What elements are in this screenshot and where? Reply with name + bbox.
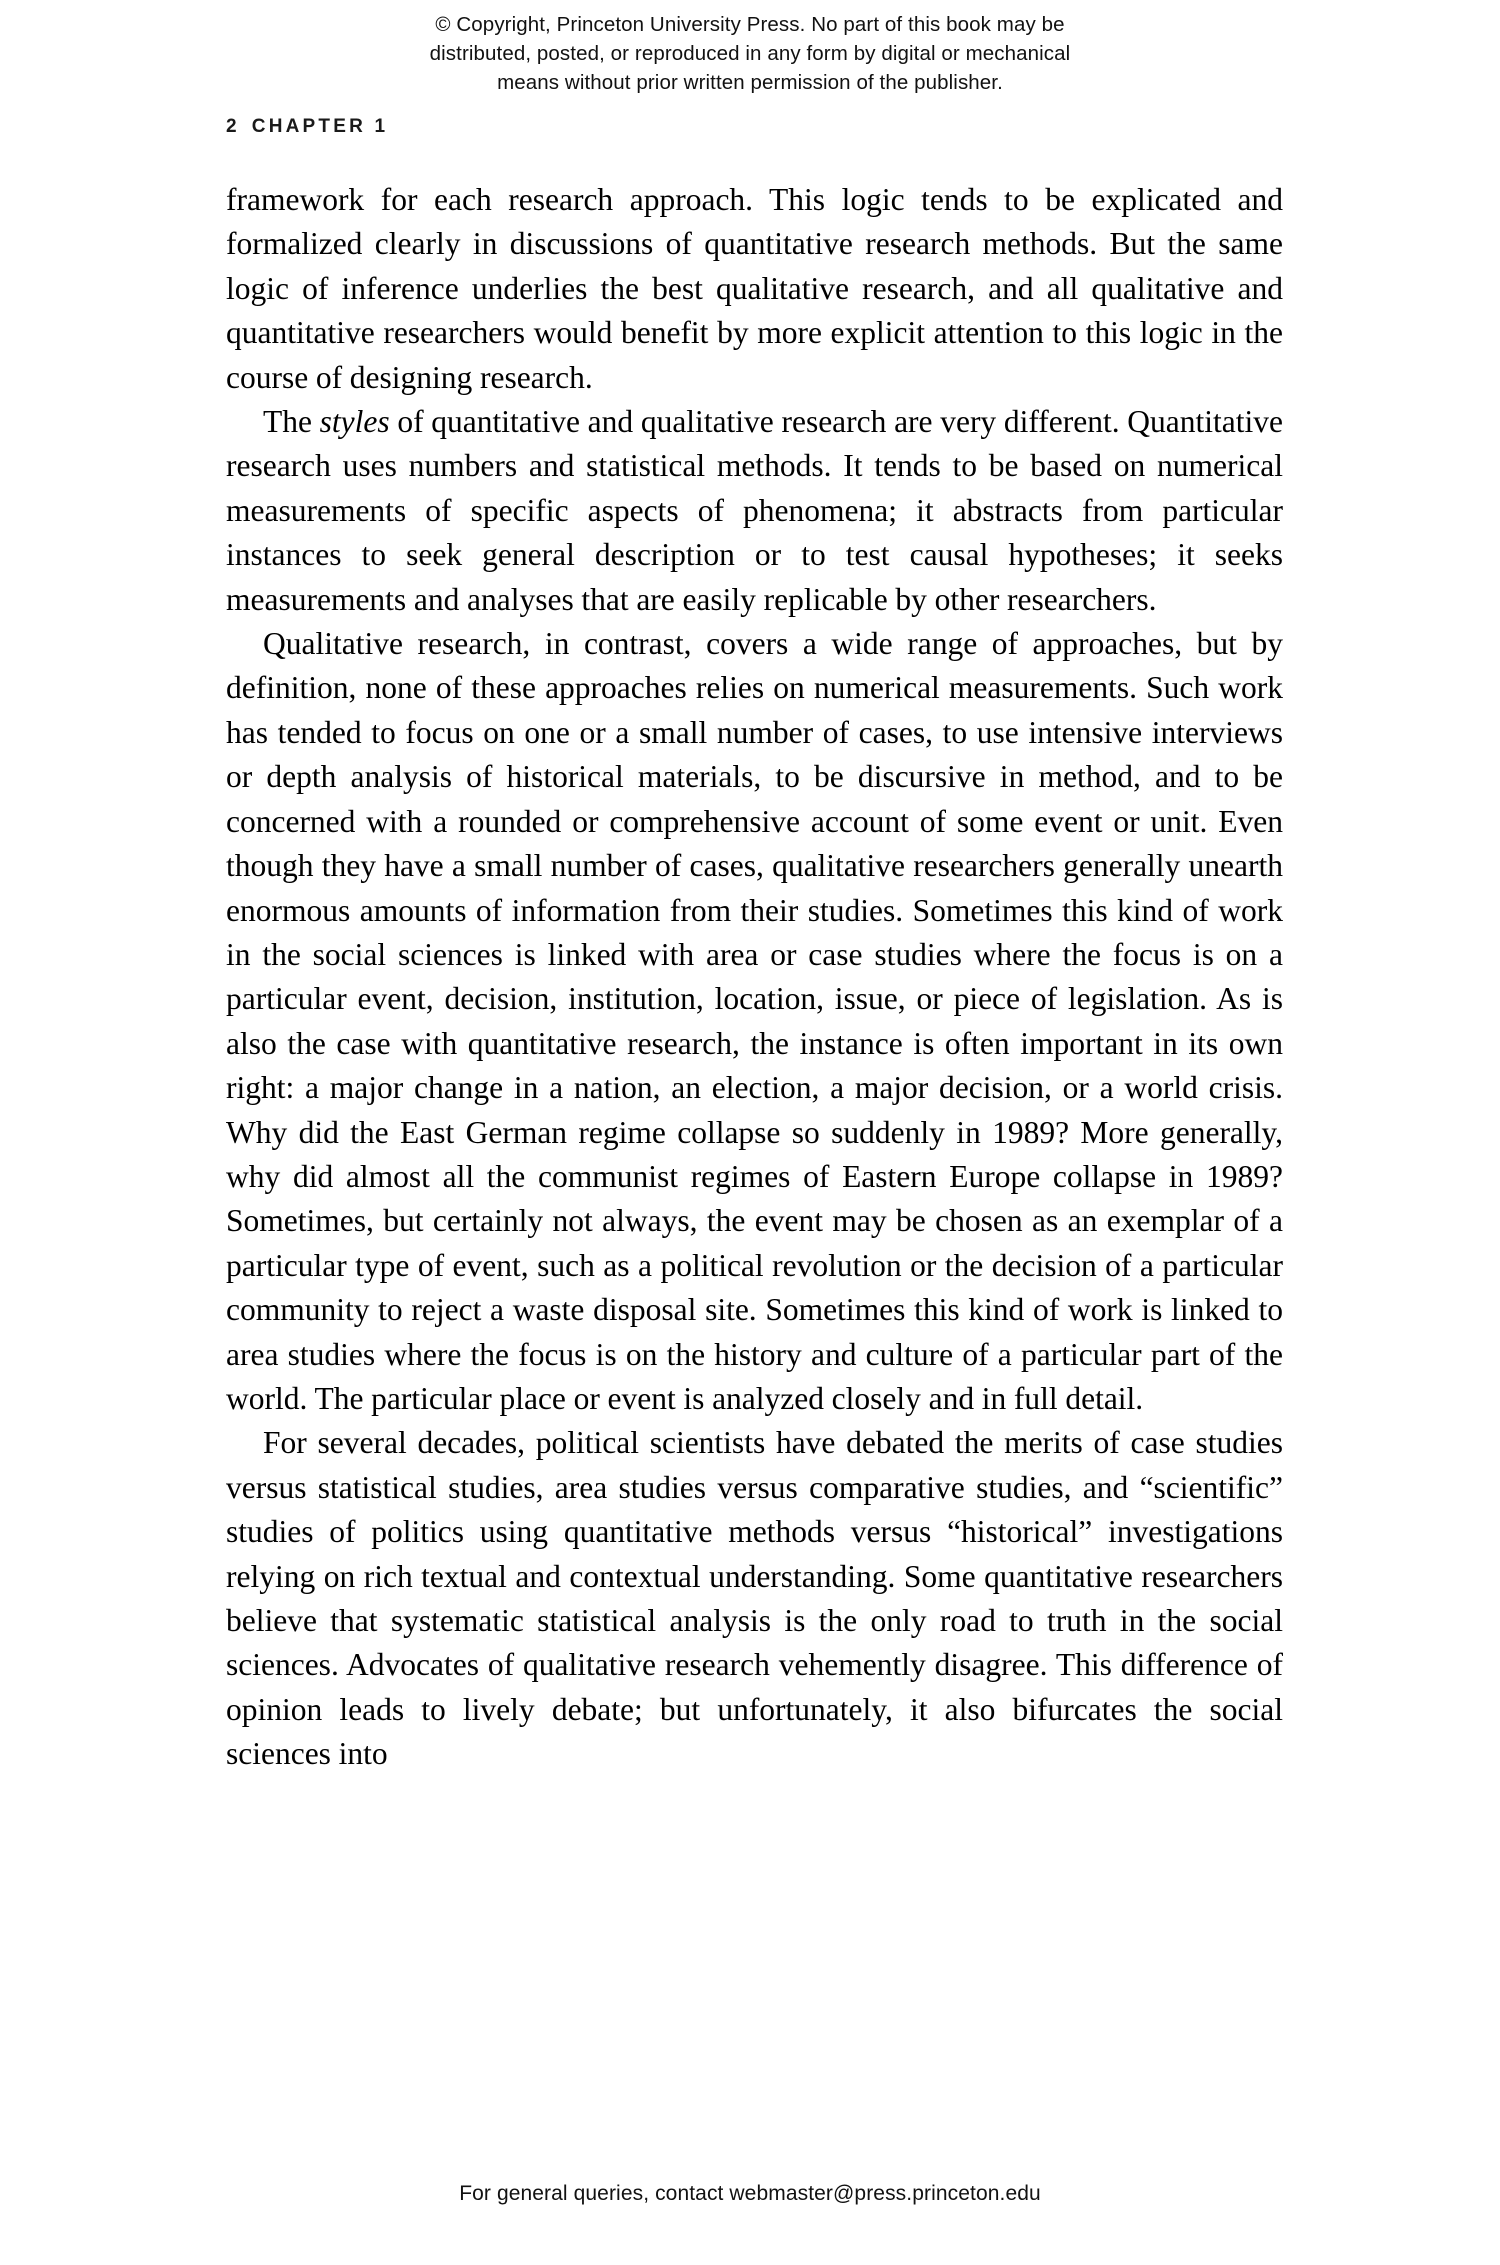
paragraph-2-segment-2: of quantitative and qualitative research are very different. Quantitative research uses numbers and statistical methods. It tends to be based on numerical measurements of specific aspects of phenomena; it abstracts from particular instances to seek general description or to test causal hypotheses; it seeks measurements and analyses that are easily replicable by other researchers. — [226, 404, 1283, 617]
running-head — [226, 116, 388, 138]
paragraph-4: For several decades, political scientists have debated the merits of case studies versus statistical studies, area studies versus comparative studies, and “scientific” studies of politics using quantitative methods versus “historical” investigations relying on rich textual and contextual understanding. Some quantitative researchers believe that systematic statistical analysis is the only road to truth in the social sciences. Advocates of qualitative research vehemently disagree. This difference of opinion leads to lively debate; but unfortunately, it also bifurcates the social sciences into — [226, 1425, 1283, 1772]
chapter-label: CHAPTER 1 — [251, 116, 389, 137]
paragraph-2 — [226, 400, 1283, 622]
copyright-notice-line-3: means without prior written permission of the publisher. — [497, 71, 1003, 94]
paragraph-2-segment-1: The — [263, 404, 320, 440]
page-number: 2 — [226, 116, 238, 137]
emphasis-styles: styles — [319, 404, 390, 440]
paragraph-3: Qualitative research, in contrast, covers a wide range of approaches, but by definition, none of these approaches relies on numerical measurements. Such work has tended to focus on one or a small number of cases, to use intensive interviews or depth analysis of historical materials, to be discursive in method, and to be concerned with a rounded or comprehensive account of some event or unit. Even though they have a small number of cases, qualitative researchers generally unearth enormous amounts of information from their studies. Sometimes this kind of work in the social sciences is linked with area or case studies where the focus is on a particular event, decision, institution, location, issue, or piece of legislation. As is also the case with quantitative research, the instance is often important in its own right: a major change in a nation, an election, a major decision, or a world crisis. Why did the East German regime collapse so suddenly in 1989? More generally, why did almost all the communist regimes of Eastern Europe collapse in 1989? Sometimes, but certainly not always, the event may be chosen as an exemplar of a particular type of event, such as a political revolution or the decision of a particular community to reject a waste disposal site. Sometimes this kind of work is linked to area studies where the focus is on the history and culture of a particular part of the world. The particular place or event is analyzed closely and in full detail. — [226, 626, 1283, 1416]
copyright-notice-line-2: distributed, posted, or reproduced in any form by digital or mechanical — [429, 42, 1071, 65]
page-footer-text: For general queries, contact webmaster@press.princeton.edu — [459, 2182, 1041, 2205]
page-footer — [0, 2182, 1500, 2206]
copyright-notice-line-1: © Copyright, Princeton University Press. No part of this book may be — [435, 13, 1065, 36]
copyright-notice — [0, 10, 1500, 97]
paragraph-1: framework for each research approach. This logic tends to be explicated and formalized clearly in discussions of quantitative research methods. But the same logic of inference underlies the best qualitative research, and all qualitative and quantitative researchers would benefit by more explicit attention to this logic in the course of designing research. — [226, 182, 1283, 395]
body-text-column — [226, 178, 1283, 1777]
